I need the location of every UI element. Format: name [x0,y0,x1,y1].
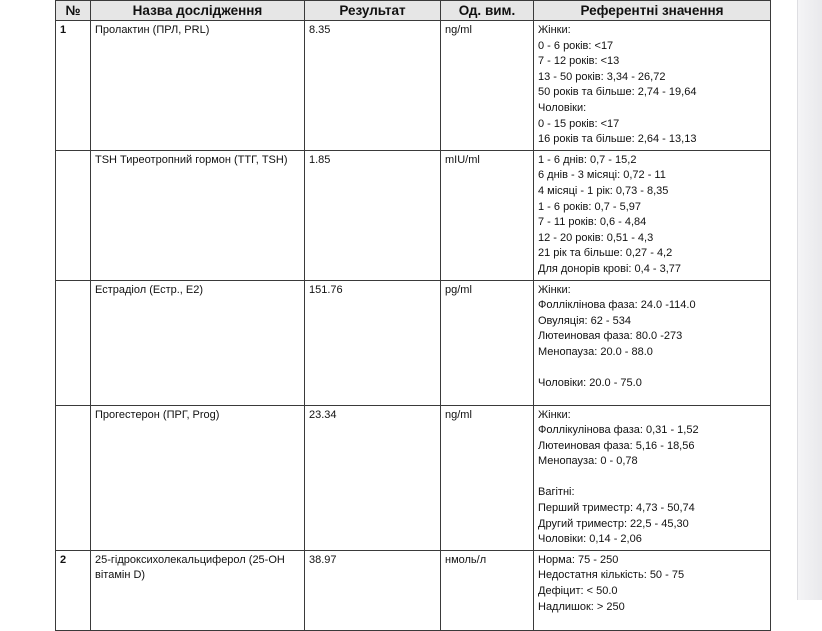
reference-line [538,360,766,376]
header-result: Результат [305,1,441,21]
reference-line: 1 - 6 днів: 0,7 - 15,2 [538,153,637,166]
reference-line: Жінки: [538,24,571,36]
table-row [56,550,771,630]
reference-line: 50 років та більше: 2,74 - 19,64 [538,86,697,99]
reference-values [534,550,771,630]
row-number [56,280,91,405]
row-number [56,405,91,550]
table-row [56,405,771,550]
test-unit: ng/ml [441,21,534,151]
reference-line: 12 - 20 років: 0,51 - 4,3 [538,231,654,244]
reference-line: 13 - 50 років: 3,34 - 26,72 [538,70,666,83]
reference-line: Лютеиновая фаза: 5,16 - 18,56 [538,439,695,452]
reference-line: 1 - 6 років: 0,7 - 5,97 [538,200,641,213]
reference-line: Фоллікулінова фаза: 0,31 - 1,52 [538,424,699,437]
test-name: Естрадіол (Естр., E2) [91,280,305,405]
header-reference: Референтні значення [534,1,771,21]
reference-values [534,150,771,280]
reference-line [538,470,766,486]
test-unit: mIU/ml [441,150,534,280]
reference-values [534,405,771,550]
reference-values [534,21,771,151]
test-unit: pg/ml [441,280,534,405]
reference-line: Чоловіки: 0,14 - 2,06 [538,533,642,546]
reference-line: 6 днів - 3 місяці: 0,72 - 11 [538,169,666,182]
reference-line: Вагітні: [538,486,575,499]
reference-line: Жінки: [538,283,571,296]
reference-line: 4 місяці - 1 рік: 0,73 - 8,35 [538,184,669,197]
test-result: 38.97 [305,550,441,630]
page-margin-shade [798,0,822,600]
reference-line: Чоловіки: 20.0 - 75.0 [538,377,642,390]
reference-line: 7 - 11 років: 0,6 - 4,84 [538,216,647,229]
test-result: 8.35 [305,21,441,151]
results-table [55,0,771,631]
row-number: 1 [56,21,91,151]
reference-line: Дефіцит: < 50.0 [538,585,618,598]
reference-line: 7 - 12 років: <13 [538,55,620,68]
reference-line: Норма: 75 - 250 [538,553,619,566]
row-number: 2 [56,550,91,630]
test-name: Пролактин (ПРЛ, PRL) [91,21,305,151]
reference-line: 0 - 15 років: <17 [538,117,620,130]
header-num: № [56,1,91,21]
test-result: 1.85 [305,150,441,280]
reference-line: Для донорів крові: 0,4 - 3,77 [538,262,681,275]
test-name: 25-гідроксихолекальциферол (25-ОН вітамін D) [91,550,305,630]
reference-line: Недостатня кількість: 50 - 75 [538,569,685,582]
reference-line: 0 - 6 років: <17 [538,39,614,52]
reference-line: Перший триместр: 4,73 - 50,74 [538,502,695,515]
test-unit: ng/ml [441,405,534,550]
reference-line: Жінки: [538,408,571,421]
reference-line: 21 рік та більше: 0,27 - 4,2 [538,247,673,260]
test-result: 23.34 [305,405,441,550]
test-result: 151.76 [305,280,441,405]
table-row [56,280,771,405]
reference-values [534,280,771,405]
row-number [56,150,91,280]
header-name: Назва дослідження [91,1,305,21]
table-row [56,21,771,151]
table-row [56,150,771,280]
reference-line: Надлишок: > 250 [538,600,625,613]
reference-line: Менопауза: 20.0 - 88.0 [538,345,653,358]
test-unit: нмоль/л [441,550,534,630]
reference-line: Лютеиновая фаза: 80.0 -273 [538,330,683,343]
reference-line: Другий триместр: 22,5 - 45,30 [538,517,689,530]
test-name: TSH Тиреотропний гормон (ТТГ, TSH) [91,150,305,280]
reference-line: Менопауза: 0 - 0,78 [538,455,638,468]
header-unit: Од. вим. [441,1,534,21]
reference-line: Чоловіки: [538,101,587,114]
test-name: Прогестерон (ПРГ, Prog) [91,405,305,550]
reference-line: Овуляція: 62 - 534 [538,314,631,327]
reference-line: Фолліклінова фаза: 24.0 -114.0 [538,299,696,312]
reference-line: 16 років та більше: 2,64 - 13,13 [538,133,697,146]
table-header-row [56,1,771,21]
